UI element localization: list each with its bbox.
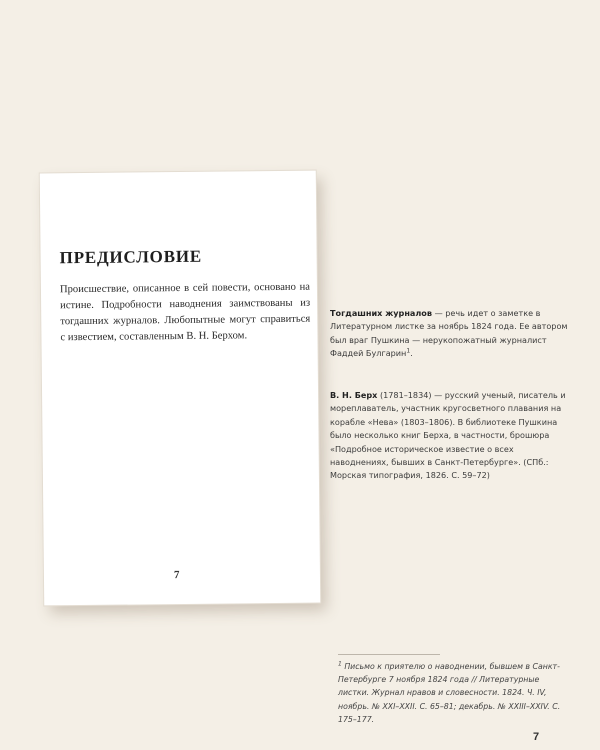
- book-page-body: Происшествие, описанное в сей повести, основано на истине. Подробности наводнения заимствованы из тогдашних журналов. Любопытные могут справиться с известием, составленным В. Н. Берхом.: [59, 281, 311, 344]
- footnote-marker: 1: [406, 347, 411, 355]
- footnote-divider: [338, 654, 440, 655]
- footnote: [338, 660, 568, 726]
- book-page-image: [40, 171, 321, 606]
- footnote-number: 1: [338, 660, 342, 668]
- footnote-text: Письмо к приятелю о наводнении, бывшем в Санкт-Петербурге 7 ноября 1824 года // Литературные листки. Журнал нравов и словесности. 1824. Ч. IV, ноябрь. № XXI–XXII. С. 65–81; декабрь. № XXIII–XXIV. С. 175–177.: [338, 662, 561, 724]
- book-page-number: 7: [173, 569, 180, 582]
- note-tail: .: [410, 348, 413, 359]
- note-berh: [330, 389, 568, 483]
- note-term: Тогдашних журналов: [330, 308, 432, 318]
- note-term: В. Н. Берх: [330, 390, 378, 400]
- book-page-title: ПРЕДИСЛОВИЕ: [59, 246, 203, 268]
- note-togdashnih-zhurnalov: [330, 307, 568, 361]
- note-text: (1781–1834) — русский ученый, писатель и мореплаватель, участник кругосветного плавания на корабле «Нева» (1803–1806). В библиотеке Пушкина было несколько книг Берха, в частности, брошюра «Подробное историческое известие о всех наводнениях, бывших в Санкт-Петербурге». (СПб.: Морская типография, 1826. С. 59–72): [330, 390, 566, 481]
- note-text: — речь идет о заметке в Литературном листке за ноябрь 1824 года. Ее автором был враг Пушкина — нерукопожатный журналист Фаддей Булгарин: [330, 308, 568, 359]
- page-number: 7: [533, 731, 540, 743]
